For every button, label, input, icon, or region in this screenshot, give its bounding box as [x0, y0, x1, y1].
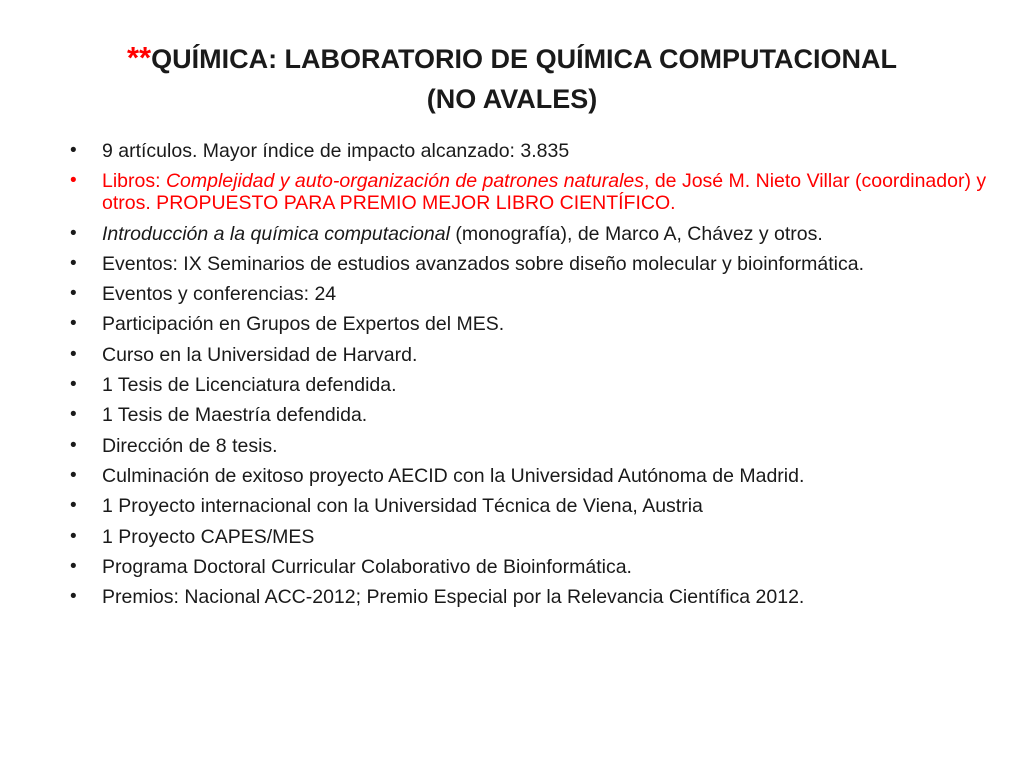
title-line-1 — [40, 38, 984, 79]
bullet-item — [70, 374, 990, 396]
bullet-icon: • — [70, 464, 77, 486]
bullet-text: Culminación de exitoso proyecto AECID con la Universidad Autónoma de Madrid. — [102, 464, 805, 487]
bullet-icon: • — [70, 586, 77, 608]
bullet-item — [70, 344, 990, 366]
bullet-icon: • — [70, 283, 77, 305]
bullet-icon: • — [70, 252, 77, 274]
bullet-text: Participación en Grupos de Expertos del MES. — [102, 313, 505, 336]
bullet-item — [70, 586, 990, 608]
bullet-item — [70, 435, 990, 457]
bullet-text: , de José M. Nieto Villar (coordinador) y otros. PROPUESTO PARA PREMIO MEJOR LIBRO CIENTÍFICO. — [102, 170, 987, 215]
bullet-item — [70, 495, 990, 517]
bullet-text: Eventos: IX Seminarios de estudios avanzados sobre diseño molecular y bioinformática. — [102, 252, 864, 275]
bullet-label: Libros: — [102, 170, 166, 193]
bullet-text: 1 Proyecto CAPES/MES — [102, 525, 315, 548]
bullet-item — [70, 556, 990, 578]
bullet-item — [70, 526, 990, 548]
bullet-list — [70, 140, 990, 616]
bullet-icon: • — [70, 434, 77, 456]
bullet-icon: • — [70, 343, 77, 365]
bullet-item — [70, 283, 990, 305]
bullet-text: 1 Proyecto internacional con la Universidad Técnica de Viena, Austria — [102, 495, 703, 518]
bullet-icon: • — [70, 495, 77, 517]
bullet-text: Dirección de 8 tesis. — [102, 434, 278, 457]
bullet-text: 1 Tesis de Licenciatura defendida. — [102, 374, 397, 397]
bullet-icon: • — [70, 313, 77, 335]
bullet-text: Curso en la Universidad de Harvard. — [102, 343, 418, 366]
bullet-icon: • — [70, 140, 77, 161]
bullet-item — [70, 313, 990, 335]
bullet-item — [70, 253, 990, 275]
book-title: Complejidad y auto-organización de patrones naturales — [165, 170, 644, 193]
title-text-1: QUÍMICA: LABORATORIO DE QUÍMICA COMPUTACIONAL — [151, 44, 898, 74]
bullet-icon: • — [70, 222, 77, 244]
monograph-title: Introducción a la química computacional — [102, 222, 450, 245]
bullet-text: Programa Doctoral Curricular Colaborativo de Bioinformática. — [102, 555, 632, 578]
bullet-item — [70, 223, 990, 245]
title-line-2: (NO AVALES) — [426, 84, 598, 114]
title-asterisks: ** — [126, 40, 152, 75]
bullet-text: (monografía), de Marco A, Chávez y otros. — [449, 222, 823, 245]
bullet-icon: • — [70, 404, 77, 426]
bullet-item — [70, 465, 990, 487]
bullet-icon: • — [70, 525, 77, 547]
bullet-icon: • — [70, 374, 77, 396]
bullet-text: Eventos y conferencias: 24 — [102, 283, 337, 306]
bullet-item — [70, 140, 990, 162]
slide-title — [40, 38, 984, 119]
bullet-icon: • — [70, 170, 77, 192]
bullet-item-books — [70, 170, 990, 214]
bullet-text: 1 Tesis de Maestría defendida. — [102, 404, 368, 427]
bullet-icon: • — [70, 555, 77, 577]
bullet-text: 9 artículos. Mayor índice de impacto alcanzado: 3.835 — [102, 140, 570, 162]
bullet-text: Premios: Nacional ACC-2012; Premio Especial por la Relevancia Científica 2012. — [102, 586, 805, 609]
bullet-item — [70, 404, 990, 426]
